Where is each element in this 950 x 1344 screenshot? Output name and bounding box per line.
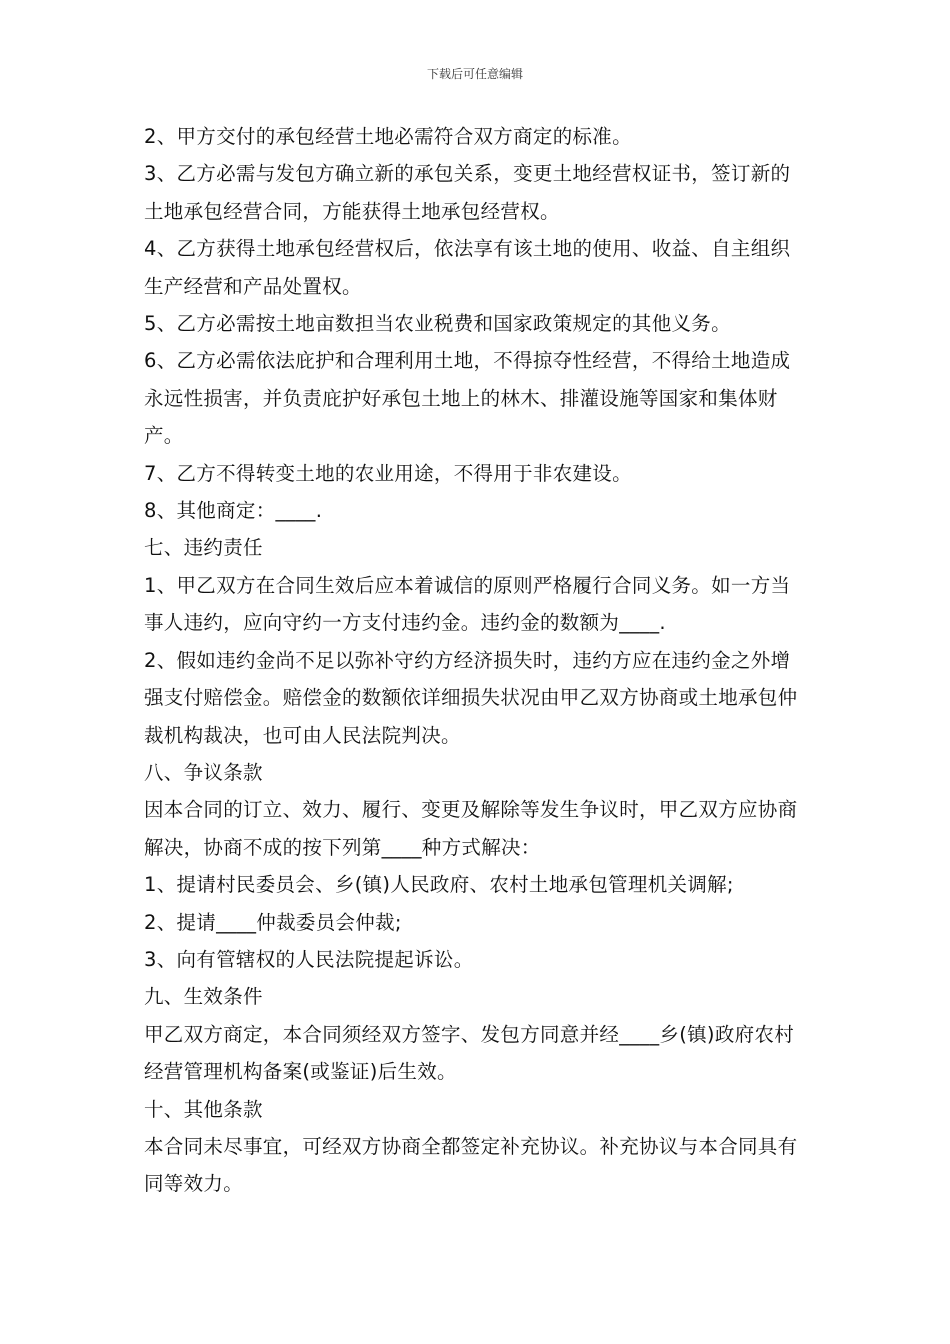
section-heading-breach: 七、违约责任: [144, 536, 263, 560]
clause-2-land-standard: 2、甲方交付的承包经营土地必需符合双方商定的标准。: [144, 125, 632, 148]
breach-clause-1: 1、甲乙双方在合同生效后应本着诚信的原则严格履行合同义务。如一方当事人违约，应向守约一方支付违约金。违约金的数额为____.: [144, 573, 791, 635]
effective-clause: 甲乙双方商定，本合同须经双方签字、发包方同意并经____乡(镇)政府农村经营管理机构备案(或鉴证)后生效。: [144, 1022, 795, 1084]
clause-8-other: 8、其他商定：____.: [144, 499, 323, 523]
dispute-option-2: 2、提请____仲裁委员会仲裁;: [144, 910, 402, 934]
clause-7-land-use: 7、乙方不得转变土地的农业用途，不得用于非农建设。: [144, 461, 632, 485]
dispute-option-3: 3、向有管辖权的人民法院提起诉讼。: [144, 947, 474, 971]
page-header-note: 下载后可任意编辑: [426, 67, 523, 81]
other-clause: 本合同未尽事宜，可经双方协商全都签定补充协议。补充协议与本合同具有同等效力。: [144, 1134, 798, 1196]
dispute-option-1: 1、提请村民委员会、乡(镇)人民政府、农村土地承包管理机关调解;: [144, 873, 734, 897]
clause-6-protection: 6、乙方必需依法庇护和合理利用土地，不得掠夺性经营，不得给土地造成永远性损害，并负责庇护好承包土地上的林木、排灌设施等国家和集体财产。: [144, 349, 791, 448]
section-heading-other: 十、其他条款: [144, 1097, 263, 1121]
contract-body: [144, 118, 810, 1203]
clause-4-rights: 4、乙方获得土地承包经营权后，依法享有该土地的使用、收益、自主组织生产经营和产品处置权。: [144, 237, 791, 298]
section-heading-effective: 九、生效条件: [144, 985, 263, 1009]
clause-3-new-contract: 3、乙方必需与发包方确立新的承包关系，变更土地经营权证书，签订新的土地承包经营合同，方能获得土地承包经营权。: [144, 162, 791, 223]
clause-5-taxes: 5、乙方必需按土地亩数担当农业税费和国家政策规定的其他义务。: [144, 312, 731, 336]
section-heading-dispute: 八、争议条款: [144, 760, 263, 784]
dispute-intro: 因本合同的订立、效力、履行、变更及解除等发生争议时，甲乙双方应协商解决，协商不成的按下列第____种方式解决：: [144, 798, 798, 859]
breach-clause-2: 2、假如违约金尚不足以弥补守约方经济损失时，违约方应在违约金之外增强支付赔偿金。赔偿金的数额依详细损失状况由甲乙双方协商或土地承包仲裁机构裁决，也可由人民法院判决。: [144, 648, 798, 747]
